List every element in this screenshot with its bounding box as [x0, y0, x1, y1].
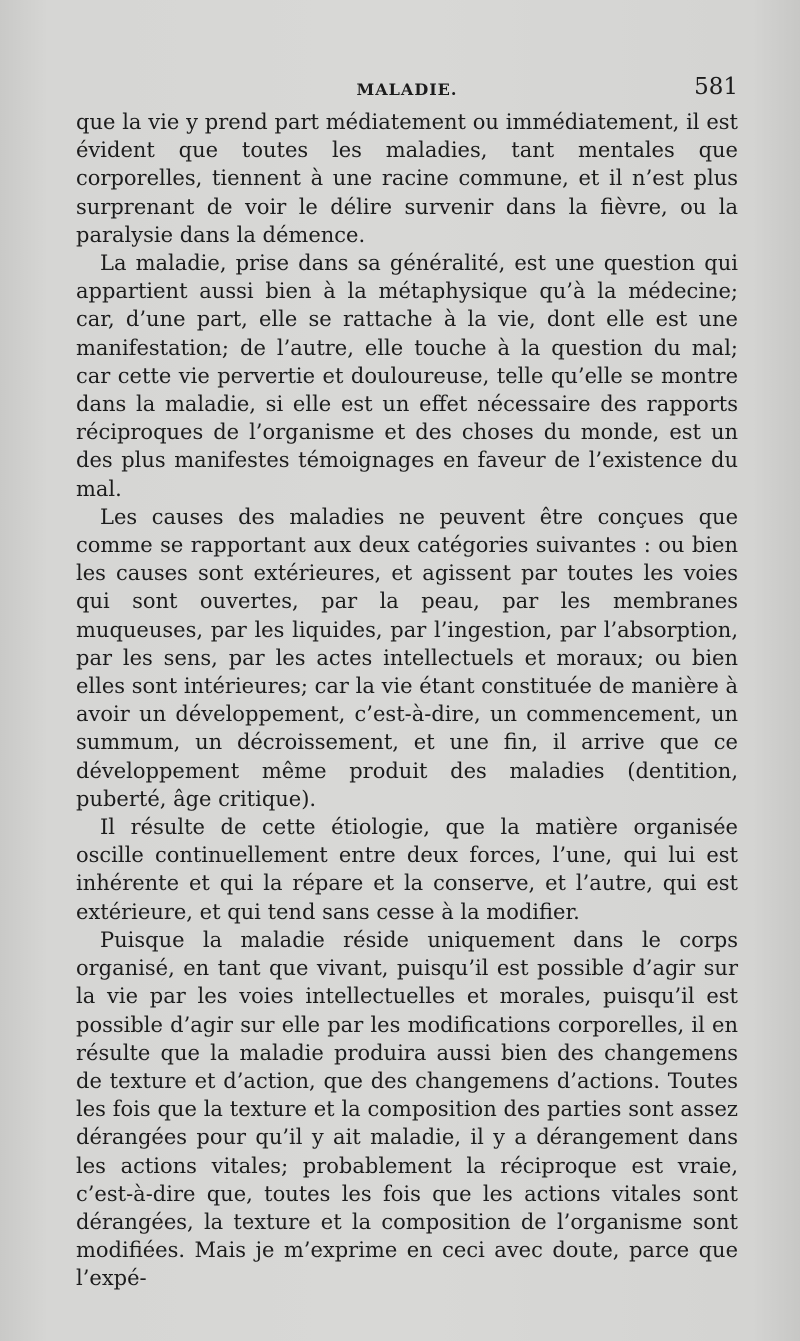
- running-title: MALADIE.: [356, 80, 458, 99]
- paragraph: Les causes des maladies ne peuvent être conçues que comme se rapportant aux deux catégories suivantes : ou bien les causes sont extérieures, et agissent par toutes les voies qui sont ouvertes, par la peau, par les membranes muqueuses, par les liquides, par l’ingestion, par l’absorption, par les sens, par les actes intellectuels et moraux; ou bien elles sont intérieures; car la vie étant constituée de manière à avoir un développement, c’est-à-dire, un commencement, un summum, un décroissement, et une fin, il arrive que ce développement même produit des maladies (dentition, puberté, âge critique).: [76, 504, 738, 811]
- paragraph: que la vie y prend part médiatement ou immédiatement, il est évident que toutes les maladies, tant mentales que corporelles, tiennent à une racine commune, et il n’est plus surprenant de voir le délire survenir dans la fièvre, ou la paralysie dans la démence.: [76, 110, 738, 247]
- page-header: [76, 74, 738, 104]
- body-text: [76, 108, 738, 1293]
- paragraph: Puisque la maladie réside uniquement dans le corps organisé, en tant que vivant, puisqu’il est possible d’agir sur la vie par les voies intellectuelles et morales, puisqu’il est possible d’agir sur elle par les modifications corporelles, il en résulte que la maladie produira aussi bien des changemens de texture et d’action, que des changemens d’actions. Toutes les fois que la texture et la composition des parties sont assez dérangées pour qu’il y ait maladie, il y a dérangement dans les actions vitales; probablement la réciproque est vraie, c’est-à-dire que, toutes les fois que les actions vitales sont dérangées, la texture et la composition de l’organisme sont modifiées. Mais je m’exprime en ceci avec doute, parce que l’expé-: [76, 927, 738, 1291]
- paragraph: La maladie, prise dans sa généralité, est une question qui appartient aussi bien à la métaphysique qu’à la médecine; car, d’une part, elle se rattache à la vie, dont elle est une manifestation; de l’autre, elle touche à la question du mal; car cette vie pervertie et douloureuse, telle qu’elle se montre dans la maladie, si elle est un effet nécessaire des rapports réciproques de l’organisme et des choses du monde, est un des plus manifestes témoignages en faveur de l’existence du mal.: [76, 251, 738, 501]
- paragraph: Il résulte de cette étiologie, que la matière organisée oscille continuellement entre deux forces, l’une, qui lui est inhérente et qui la répare et la conserve, et l’autre, qui est extérieure, et qui tend sans cesse à la modifier.: [76, 815, 738, 924]
- page-number: 581: [694, 74, 738, 100]
